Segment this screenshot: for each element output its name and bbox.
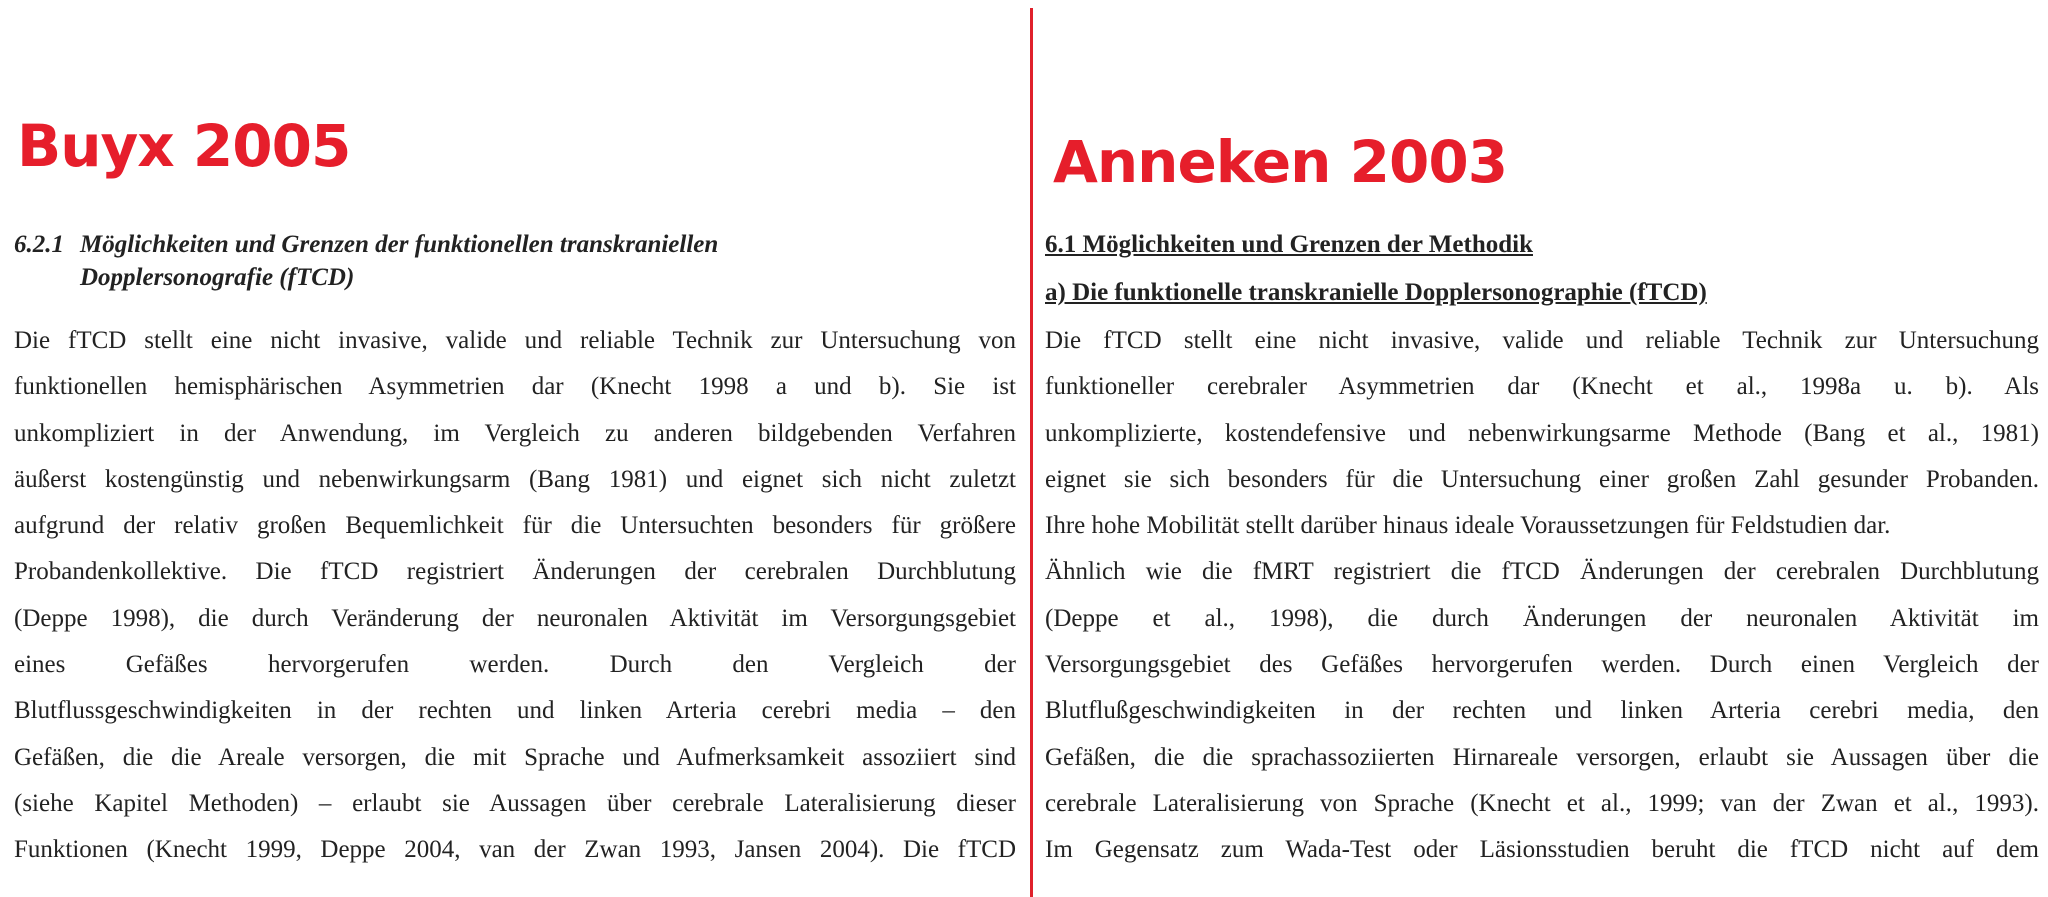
- text-line: aufgrund der relativ großen Bequemlichkeit für die Untersuchten besonders für größere: [14, 512, 1016, 540]
- left-column-buyx: [14, 0, 1016, 897]
- text-line: unkompliziert in der Anwendung, im Vergleich zu anderen bildgebenden Verfahren: [14, 419, 1016, 447]
- text-line: (siehe Kapitel Methoden) – erlaubt sie Aussagen über cerebrale Lateralisierung dieser: [14, 789, 1016, 817]
- text-line: Blutflussgeschwindigkeiten in der rechten und linken Arteria cerebri media – den: [14, 697, 1016, 725]
- section-heading-left: [14, 228, 718, 294]
- text-line: unkomplizierte, kostendefensive und nebenwirkungsarme Methode (Bang et al., 1981): [1045, 419, 2039, 447]
- text-line: cerebrale Lateralisierung von Sprache (Knecht et al., 1999; van der Zwan et al., 1993).: [1045, 789, 2039, 817]
- section-heading-right: 6.1 Möglichkeiten und Grenzen der Methodik: [1045, 231, 1533, 258]
- section-title-line2: Dopplersonografie (fTCD): [80, 264, 355, 291]
- body-text-left: [14, 323, 1016, 879]
- body-text-right: [1045, 323, 2039, 879]
- text-line: Probandenkollektive. Die fTCD registriert Änderungen der cerebralen Durchblutung: [14, 558, 1016, 586]
- text-line: Ähnlich wie die fMRT registriert die fTCD Änderungen der cerebralen Durchblutung: [1045, 558, 2039, 586]
- section-title-line1: Möglichkeiten und Grenzen der funktionellen transkraniellen: [80, 231, 719, 258]
- text-line: Die fTCD stellt eine nicht invasive, valide und reliable Technik zur Untersuchung von: [14, 327, 1016, 354]
- text-line: Gefäßen, die die sprachassoziierten Hirnareale versorgen, erlaubt sie Aussagen über die: [1045, 743, 2039, 771]
- text-line: funktionellen hemisphärischen Asymmetrien dar (Knecht 1998 a und b). Sie ist: [14, 373, 1016, 401]
- text-line: Die fTCD stellt eine nicht invasive, valide und reliable Technik zur Untersuchung: [1045, 327, 2039, 354]
- source-label-right: Anneken 2003: [1053, 128, 1508, 196]
- text-line: Funktionen (Knecht 1999, Deppe 2004, van der Zwan 1993, Jansen 2004). Die fTCD: [14, 836, 1016, 864]
- text-line: Gefäßen, die die Areale versorgen, die mit Sprache und Aufmerksamkeit assoziiert sind: [14, 743, 1016, 771]
- text-line: Im Gegensatz zum Wada-Test oder Läsionsstudien beruht die fTCD nicht auf dem: [1045, 836, 2039, 864]
- text-line: (Deppe 1998), die durch Veränderung der neuronalen Aktivität im Versorgungsgebiet: [14, 604, 1016, 632]
- text-line: Blutflußgeschwindigkeiten in der rechten und linken Arteria cerebri media, den: [1045, 697, 2039, 725]
- section-number: 6.2.1: [14, 231, 64, 258]
- text-line: funktioneller cerebraler Asymmetrien dar (Knecht et al., 1998a u. b). Als: [1045, 373, 2039, 401]
- text-line: (Deppe et al., 1998), die durch Änderungen der neuronalen Aktivität im: [1045, 604, 2039, 632]
- text-line: Ihre hohe Mobilität stellt darüber hinaus ideale Voraussetzungen für Feldstudien dar.: [1045, 512, 1891, 540]
- source-label-left: Buyx 2005: [17, 112, 351, 180]
- text-line: Versorgungsgebiet des Gefäßes hervorgerufen werden. Durch einen Vergleich der: [1045, 651, 2039, 679]
- text-line: eines Gefäßes hervorgerufen werden. Durch den Vergleich der: [14, 651, 1016, 679]
- text-line: äußerst kostengünstig und nebenwirkungsarm (Bang 1981) und eignet sich nicht zuletzt: [14, 465, 1016, 493]
- subsection-heading-right: a) Die funktionelle transkranielle Dopplersonographie (fTCD): [1045, 279, 1707, 306]
- text-line: eignet sie sich besonders für die Untersuchung einer großen Zahl gesunder Probanden.: [1045, 465, 2039, 493]
- right-column-anneken: [1045, 0, 2039, 897]
- divider-line: [1030, 8, 1033, 897]
